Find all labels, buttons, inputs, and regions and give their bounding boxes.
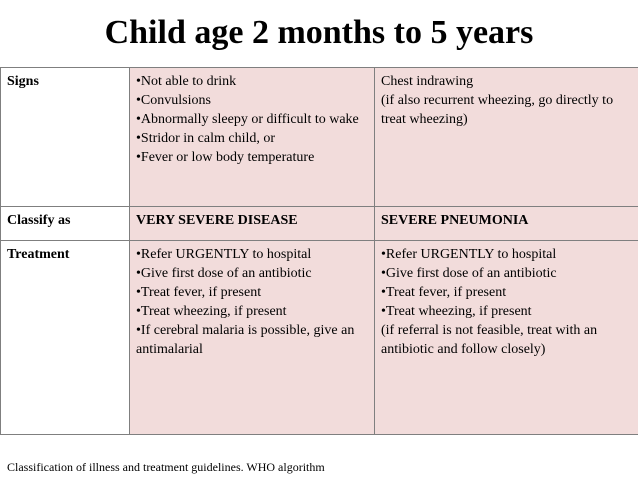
table-row-signs — [1, 68, 638, 207]
table-row-treatment — [1, 241, 638, 435]
list-item: •Refer URGENTLY to hospital — [136, 247, 312, 262]
signs-very-severe-cell — [130, 68, 375, 207]
list-item: •If cerebral malaria is possible, give an antimalarial — [136, 323, 355, 357]
list-item: •Give first dose of an antibiotic — [381, 266, 557, 281]
list-item: •Abnormally sleepy or difficult to wake — [136, 112, 359, 127]
table-row-classify — [1, 207, 638, 241]
caption: Classification of illness and treatment guidelines. WHO algorithm — [7, 460, 325, 474]
list-item: •Fever or low body temperature — [136, 150, 315, 165]
list-item: •Convulsions — [136, 93, 211, 108]
list-item: •Refer URGENTLY to hospital — [381, 247, 557, 262]
list-item: •Treat fever, if present — [136, 285, 262, 300]
list-item: Chest indrawing — [381, 74, 474, 89]
list-item: (if referral is not feasible, treat with an antibiotic and follow closely) — [381, 323, 598, 357]
list-item: •Treat wheezing, if present — [381, 304, 532, 319]
classify-severe-pneumonia-cell: SEVERE PNEUMONIA — [375, 207, 638, 241]
list-item: •Treat fever, if present — [381, 285, 507, 300]
row-label-signs: Signs — [1, 68, 130, 207]
page-title: Child age 2 months to 5 years — [104, 14, 534, 51]
row-label-classify: Classify as — [1, 207, 130, 241]
list-item: •Stridor in calm child, or — [136, 131, 276, 146]
treatment-severe-pneumonia-cell — [375, 241, 638, 435]
list-item: (if also recurrent wheezing, go directly to treat wheezing) — [381, 93, 614, 127]
classification-table — [0, 67, 638, 435]
treatment-very-severe-cell — [130, 241, 375, 435]
classify-very-severe-cell: VERY SEVERE DISEASE — [130, 207, 375, 241]
list-item: •Give first dose of an antibiotic — [136, 266, 312, 281]
list-item: •Treat wheezing, if present — [136, 304, 287, 319]
list-item: •Not able to drink — [136, 74, 237, 89]
signs-severe-pneumonia-cell — [375, 68, 638, 207]
row-label-treatment: Treatment — [1, 241, 130, 435]
